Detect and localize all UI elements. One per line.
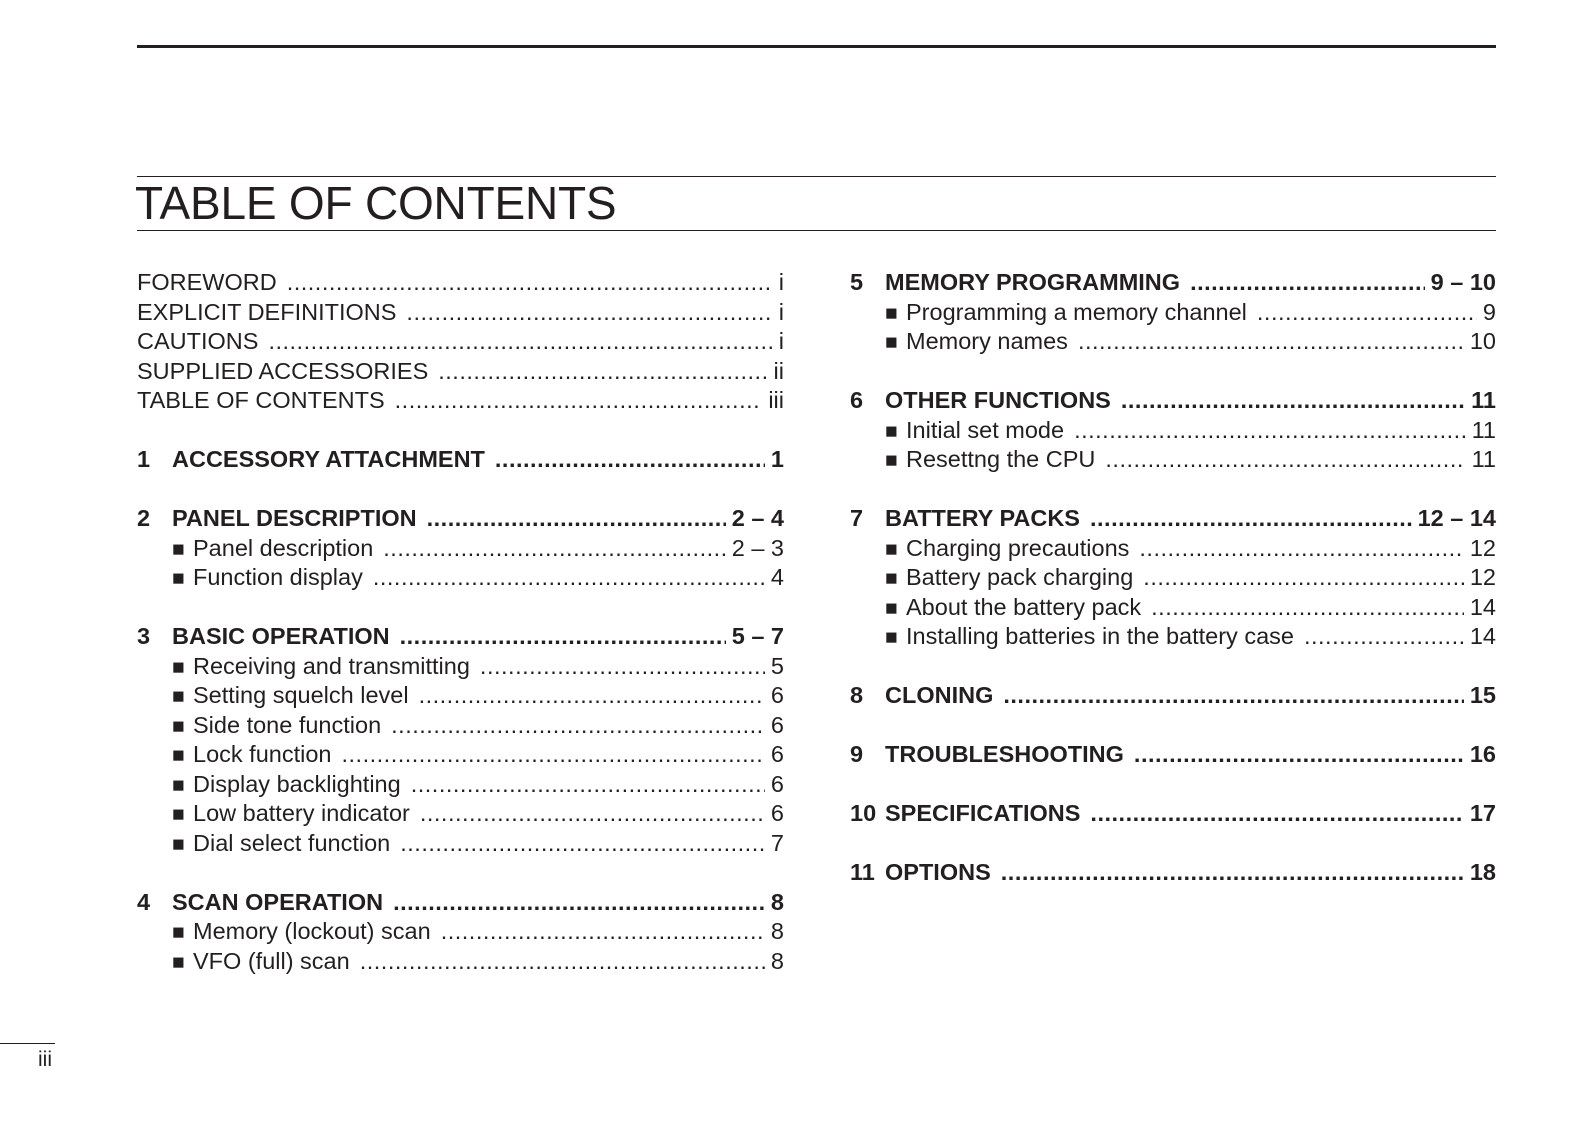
toc-subentry[interactable]	[137, 563, 784, 593]
square-bullet-icon: ■	[172, 655, 185, 679]
entry-label: OPTIONS	[885, 859, 991, 885]
entry-label: SUPPLIED ACCESSORIES	[137, 357, 429, 384]
section-number: 10	[850, 800, 877, 826]
entry-label: EXPLICIT DEFINITIONS	[137, 298, 397, 325]
dot-leader	[411, 770, 765, 800]
entry-label: Installing batteries in the battery case	[906, 623, 1294, 649]
square-bullet-icon: ■	[885, 626, 898, 649]
entry-label: Dial select function	[193, 829, 391, 856]
toc-entry[interactable]	[850, 799, 1496, 829]
entry-label: BASIC OPERATION	[172, 623, 390, 649]
toc-entry[interactable]	[137, 445, 784, 475]
square-bullet-icon: ■	[885, 537, 898, 561]
title-rule-bottom	[137, 230, 1496, 231]
dot-leader	[360, 947, 765, 977]
toc-subentry[interactable]	[850, 593, 1496, 623]
page-ref: 6	[770, 770, 784, 797]
page-ref: 9 – 10	[1430, 269, 1496, 295]
toc-subentry[interactable]	[137, 740, 784, 770]
dot-leader	[1257, 298, 1477, 328]
section-number: 1	[137, 446, 151, 472]
dot-leader	[1090, 799, 1463, 829]
dot-leader	[395, 386, 763, 416]
dot-leader	[1134, 740, 1464, 770]
dot-leader	[341, 740, 764, 770]
dot-leader	[287, 268, 773, 298]
page-ref: 5 – 7	[731, 623, 784, 649]
toc-subentry[interactable]	[850, 534, 1496, 564]
entry-label: Battery pack charging	[906, 564, 1134, 590]
entry-label: FOREWORD	[137, 269, 277, 295]
section-number: 9	[850, 741, 864, 767]
page-ref: i	[778, 328, 784, 354]
toc-subentry[interactable]	[850, 622, 1496, 652]
toc-subentry[interactable]	[850, 445, 1496, 475]
toc-entry[interactable]	[850, 740, 1496, 770]
dot-leader	[1003, 681, 1464, 711]
square-bullet-icon: ■	[172, 803, 185, 826]
toc-subentry[interactable]	[137, 652, 784, 682]
dot-leader	[393, 888, 765, 918]
entry-label: TABLE OF CONTENTS	[137, 387, 385, 413]
toc-entry[interactable]	[137, 327, 784, 357]
section-number: 6	[850, 387, 864, 413]
entry-label: OTHER FUNCTIONS	[885, 387, 1111, 413]
square-bullet-icon: ■	[172, 744, 185, 767]
dot-leader	[1090, 504, 1412, 534]
dot-leader	[1143, 563, 1464, 593]
toc-subentry[interactable]	[850, 298, 1496, 328]
page-ref: 6	[770, 800, 784, 826]
square-bullet-icon: ■	[172, 714, 185, 738]
square-bullet-icon: ■	[885, 331, 898, 354]
page-ref: 14	[1469, 623, 1496, 649]
entry-label: Programming a memory channel	[906, 298, 1247, 325]
page-ref: 11	[1471, 416, 1496, 443]
toc-entry[interactable]	[137, 268, 784, 298]
page-ref: 8	[770, 947, 784, 974]
entry-label: Side tone function	[193, 711, 382, 738]
dot-leader	[1151, 593, 1464, 623]
entry-label: Panel description	[193, 534, 374, 561]
dot-leader	[1074, 416, 1466, 446]
square-bullet-icon: ■	[172, 950, 185, 974]
dot-leader	[1121, 386, 1465, 416]
page-ref: 17	[1469, 800, 1496, 826]
entry-label: SPECIFICATIONS	[885, 800, 1081, 826]
entry-label: PANEL DESCRIPTION	[172, 505, 417, 531]
section-number: 2	[137, 505, 151, 531]
entry-label: BATTERY PACKS	[885, 505, 1080, 531]
dot-leader	[1304, 622, 1464, 652]
entry-label: SCAN OPERATION	[172, 888, 384, 915]
dot-leader	[1190, 268, 1425, 298]
toc-entry[interactable]	[850, 268, 1496, 298]
page-ref: 12	[1469, 534, 1496, 561]
page-ref: 1	[770, 446, 784, 472]
section-number: 3	[137, 623, 151, 649]
toc-entry[interactable]	[137, 386, 784, 416]
toc-entry[interactable]	[137, 504, 784, 534]
entry-label: MEMORY PROGRAMMING	[885, 269, 1181, 295]
page-ref: 6	[770, 741, 784, 767]
page-ref: 10	[1469, 328, 1496, 354]
entry-label: Function display	[193, 564, 363, 590]
dot-leader	[441, 917, 765, 947]
square-bullet-icon: ■	[885, 596, 898, 620]
page-ref: 11	[1471, 387, 1496, 413]
page-ref: 6	[770, 682, 784, 708]
dot-leader	[438, 357, 767, 387]
entry-label: VFO (full) scan	[193, 947, 350, 974]
dot-leader	[480, 652, 765, 682]
entry-label: Lock function	[193, 741, 332, 767]
section-number: 5	[850, 269, 864, 295]
page-ref: 12 – 14	[1417, 505, 1496, 531]
square-bullet-icon: ■	[172, 567, 185, 590]
entry-label: Setting squelch level	[193, 682, 409, 708]
footer-rule	[0, 1043, 55, 1044]
toc-entry[interactable]	[850, 858, 1496, 888]
entry-label: CLONING	[885, 682, 994, 708]
dot-leader	[268, 327, 772, 357]
dot-leader	[383, 534, 725, 564]
page-ref: 12	[1469, 564, 1496, 590]
entry-label: TROUBLESHOOTING	[885, 741, 1124, 767]
square-bullet-icon: ■	[885, 449, 898, 472]
square-bullet-icon: ■	[172, 921, 185, 944]
section-number: 8	[850, 682, 864, 708]
square-bullet-icon: ■	[172, 537, 185, 561]
entry-label: Low battery indicator	[193, 800, 410, 826]
entry-label: About the battery pack	[906, 593, 1142, 620]
section-number: 11	[850, 859, 875, 885]
toc-entry[interactable]	[137, 298, 784, 328]
toc-right-column	[850, 268, 1496, 888]
page-ref: ii	[773, 357, 784, 384]
entry-label: Memory (lockout) scan	[193, 918, 431, 944]
header-rule	[137, 45, 1496, 48]
page-ref: 14	[1469, 593, 1496, 620]
square-bullet-icon: ■	[885, 301, 898, 325]
section-number: 4	[137, 888, 151, 915]
dot-leader	[373, 563, 765, 593]
dot-leader	[400, 829, 765, 859]
toc-subentry[interactable]	[850, 327, 1496, 357]
page-ref: 8	[770, 918, 784, 944]
dot-leader	[1105, 445, 1465, 475]
toc-subentry[interactable]	[137, 770, 784, 800]
page-ref: 11	[1471, 446, 1496, 472]
square-bullet-icon: ■	[885, 419, 898, 443]
dot-leader	[406, 298, 772, 328]
toc-entry[interactable]	[850, 504, 1496, 534]
page-number: iii	[38, 1048, 52, 1071]
entry-label: Resettng the CPU	[906, 446, 1096, 472]
page-ref: 5	[770, 652, 784, 679]
toc-subentry[interactable]	[850, 416, 1496, 446]
page-ref: 6	[770, 711, 784, 738]
section-number: 7	[850, 505, 864, 531]
toc-subentry[interactable]	[137, 534, 784, 564]
toc-subentry[interactable]	[137, 829, 784, 859]
entry-label: CAUTIONS	[137, 328, 259, 354]
page-ref: 15	[1469, 682, 1496, 708]
toc-subentry[interactable]	[137, 917, 784, 947]
page-ref: 4	[770, 564, 784, 590]
toc-entry[interactable]	[137, 622, 784, 652]
page-ref: 9	[1482, 298, 1496, 325]
toc-entry[interactable]	[137, 357, 784, 387]
toc-subentry[interactable]	[137, 799, 784, 829]
toc-subentry[interactable]	[137, 947, 784, 977]
dot-leader	[427, 504, 726, 534]
toc-entry[interactable]	[850, 386, 1496, 416]
toc-subentry[interactable]	[850, 563, 1496, 593]
entry-label: Receiving and transmitting	[193, 652, 470, 679]
dot-leader	[419, 681, 765, 711]
toc-entry[interactable]	[137, 888, 784, 918]
dot-leader	[1139, 534, 1463, 564]
entry-label: ACCESSORY ATTACHMENT	[172, 446, 485, 472]
toc-left-column	[137, 268, 784, 976]
page-ref: 2 – 4	[731, 505, 784, 531]
page-ref: iii	[768, 387, 784, 413]
page-ref: 7	[770, 829, 784, 856]
dot-leader	[420, 799, 765, 829]
entry-label: Memory names	[906, 328, 1068, 354]
toc-subentry[interactable]	[137, 681, 784, 711]
dot-leader	[1001, 858, 1464, 888]
page-ref: i	[778, 298, 784, 325]
entry-label: Charging precautions	[906, 534, 1130, 561]
page-ref: 8	[770, 888, 784, 915]
toc-subentry[interactable]	[137, 711, 784, 741]
square-bullet-icon: ■	[885, 567, 898, 590]
square-bullet-icon: ■	[172, 685, 185, 708]
square-bullet-icon: ■	[172, 773, 185, 797]
entry-label: Initial set mode	[906, 416, 1065, 443]
square-bullet-icon: ■	[172, 832, 185, 856]
page-ref: 18	[1469, 859, 1496, 885]
toc-entry[interactable]	[850, 681, 1496, 711]
entry-label: Display backlighting	[193, 770, 401, 797]
dot-leader	[1078, 327, 1464, 357]
dot-leader	[495, 445, 765, 475]
page-ref: 16	[1469, 741, 1496, 767]
page-ref: 2 – 3	[731, 534, 784, 561]
dot-leader	[391, 711, 765, 741]
page-ref: i	[778, 269, 784, 295]
dot-leader	[400, 622, 726, 652]
page-title: TABLE OF CONTENTS	[135, 177, 617, 229]
